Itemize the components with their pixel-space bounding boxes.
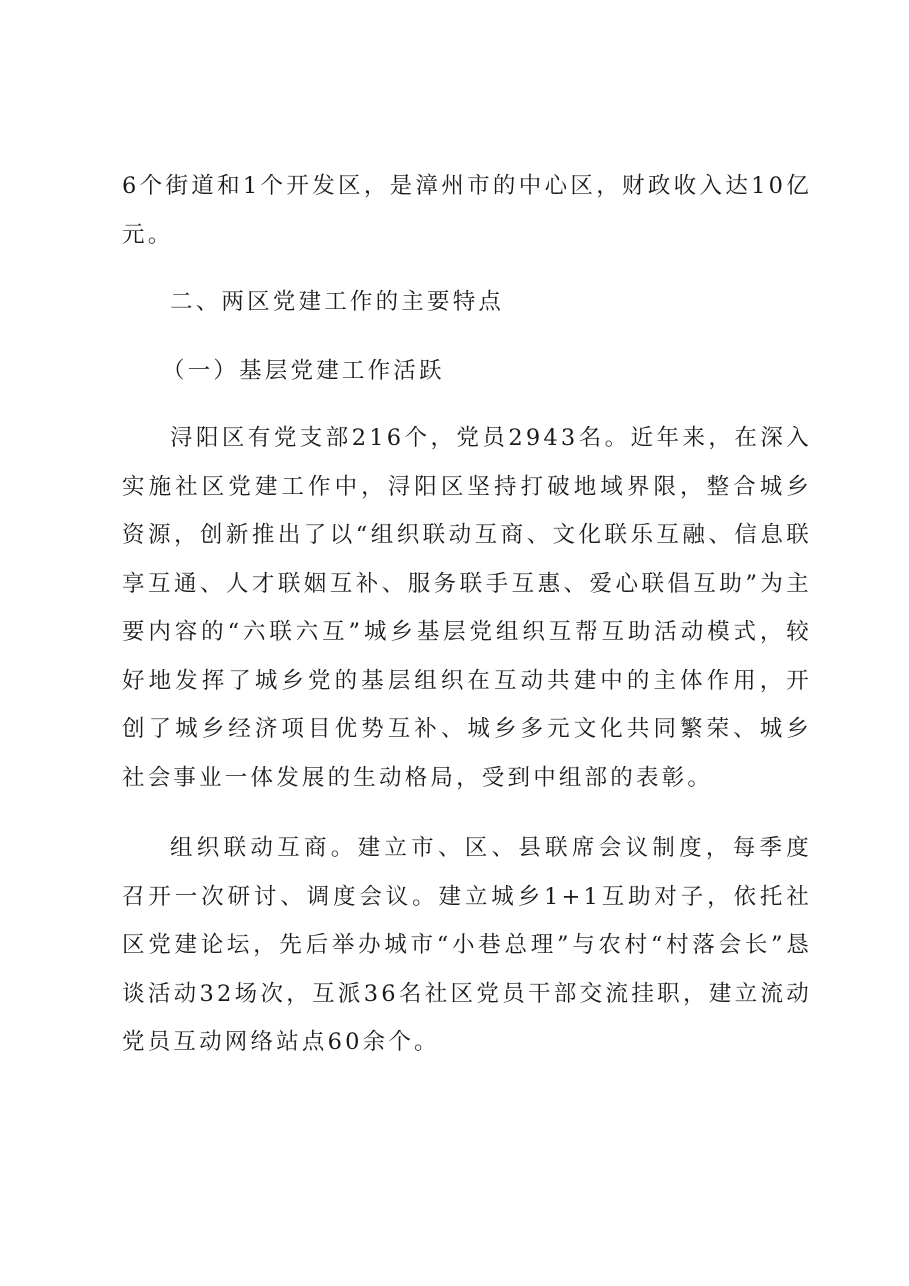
body-paragraph-2: 组织联动互商。建立市、区、县联席会议制度，每季度召开一次研讨、调度会议。建立城乡1+1互助对子，依托社区党建论坛，先后举办城市“小巷总理”与农村“村落会长”恳谈活动32场次，互派36名社区党员干部交流挂职，建立流动党员互动网络站点60余个。 [122, 835, 812, 1055]
subsection-heading: （一）基层党建工作活跃 [162, 358, 445, 384]
section-heading: 二、两区党建工作的主要特点 [170, 289, 505, 315]
continuation-paragraph: 6个街道和1个开发区，是漳州市的中心区，财政收入达10亿元。 [122, 173, 812, 248]
body-paragraph-1: 浔阳区有党支部216个，党员2943名。近年来，在深入实施社区党建工作中，浔阳区坚持打破地域界限，整合城乡资源，创新推出了以“组织联动互商、文化联乐互融、信息联享互通、人才联姻互补、服务联手互惠、爱心联倡互助”为主要内容的“六联六互”城乡基层党组织互帮互助活动模式，较好地发挥了城乡党的基层组织在互动共建中的主体作用，开创了城乡经济项目优势互补、城乡多元文化共同繁荣、城乡社会事业一体发展的生动格局，受到中组部的表彰。 [122, 425, 812, 791]
